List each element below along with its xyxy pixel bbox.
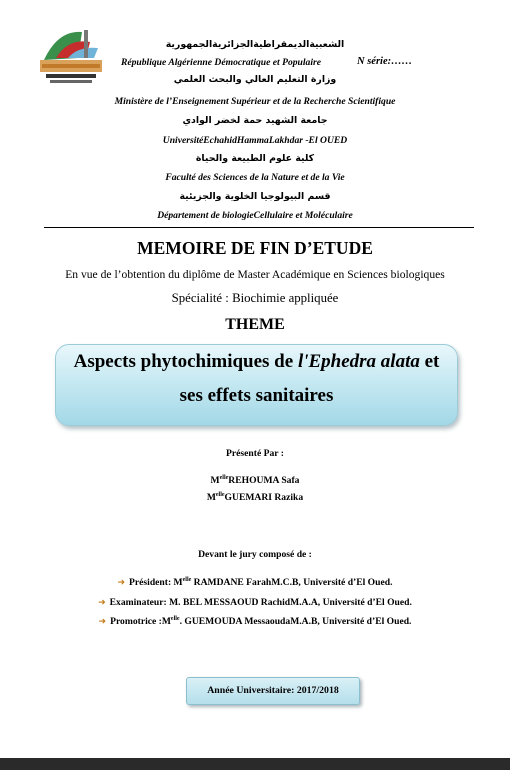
- header-arabic-departement: قسم البيولوجيا الخلوية والجزيئية: [179, 191, 331, 202]
- arrow-bullet-icon: ➜: [98, 617, 107, 627]
- obtention-line: En vue de l’obtention du diplôme de Master Académique en Sciences biologiques: [65, 268, 445, 281]
- theme-title-line2: ses effets sanitaires: [179, 385, 334, 406]
- header-arabic-republique: الشعبيةالديمقراطيةالجزائريةالجمهورية: [165, 39, 345, 50]
- jury-label: Devant le jury composé de :: [198, 549, 312, 560]
- header-divider: [44, 227, 474, 228]
- header-arabic-ministere: وزارة التعليم العالي والبحث العلمي: [173, 74, 337, 85]
- header-universite: UniversitéEchahidHammaLakhdar -El OUED: [162, 135, 348, 146]
- header-departement: Département de biologieCellulaire et Moléculaire: [157, 210, 353, 221]
- jury-member-examinateur: ➜ Examinateur: M. BEL MESSAOUD RachidM.A.A, Université d’El Oued.: [98, 597, 412, 608]
- header-arabic-universite: جامعة الشهيد حمة لخضر الوادي: [182, 115, 328, 126]
- theme-title-box: [55, 344, 458, 426]
- arrow-bullet-icon: ➜: [98, 598, 106, 608]
- theme-part1: Aspects phytochimiques de: [73, 351, 298, 372]
- theme-species: l'Ephedra alata: [297, 351, 420, 372]
- arrow-bullet-icon: ➜: [117, 578, 126, 588]
- header-ministere: Ministère de l’Enseignement Supérieur et de la Recherche Scientifique: [114, 96, 396, 107]
- theme-title-line1: [56, 351, 457, 373]
- author-1: $M^{elle}REHOUMA$ Safa: [210, 474, 300, 486]
- header-republique: République Algérienne Démocratique et Populaire: [120, 57, 322, 68]
- jury-member-president: ➜ Président: $M^{elle}$ RAMDANE FarahM.C.B, Université d’El Oued.: [117, 576, 393, 588]
- annee-universitaire-box: Année Universitaire: 2017/2018: [186, 677, 360, 705]
- specialite-line: Spécialité : Biochimie appliquée: [171, 291, 339, 305]
- viewer-bottom-bar: [0, 758, 510, 770]
- jury-member-promotrice: ➜ Promotrice $:M^{elle}$. GUEMOUDA MessaoudaM.A.B, Université d’El Oued.: [98, 615, 412, 627]
- header-arabic-faculte: كلية علوم الطبيعة والحياة: [195, 153, 315, 164]
- serie-number: N série:……: [357, 56, 413, 67]
- theme-part2: et: [419, 351, 440, 372]
- theme-label: THEME: [225, 316, 285, 333]
- presente-label: Présenté Par :: [226, 448, 284, 459]
- memoire-title: MEMOIRE DE FIN D’ETUDE: [137, 238, 373, 258]
- author-2: $M^{elle}GUEMARI$ Razika: [206, 491, 304, 503]
- header-faculte: Faculté des Sciences de la Nature et de la Vie: [165, 172, 345, 183]
